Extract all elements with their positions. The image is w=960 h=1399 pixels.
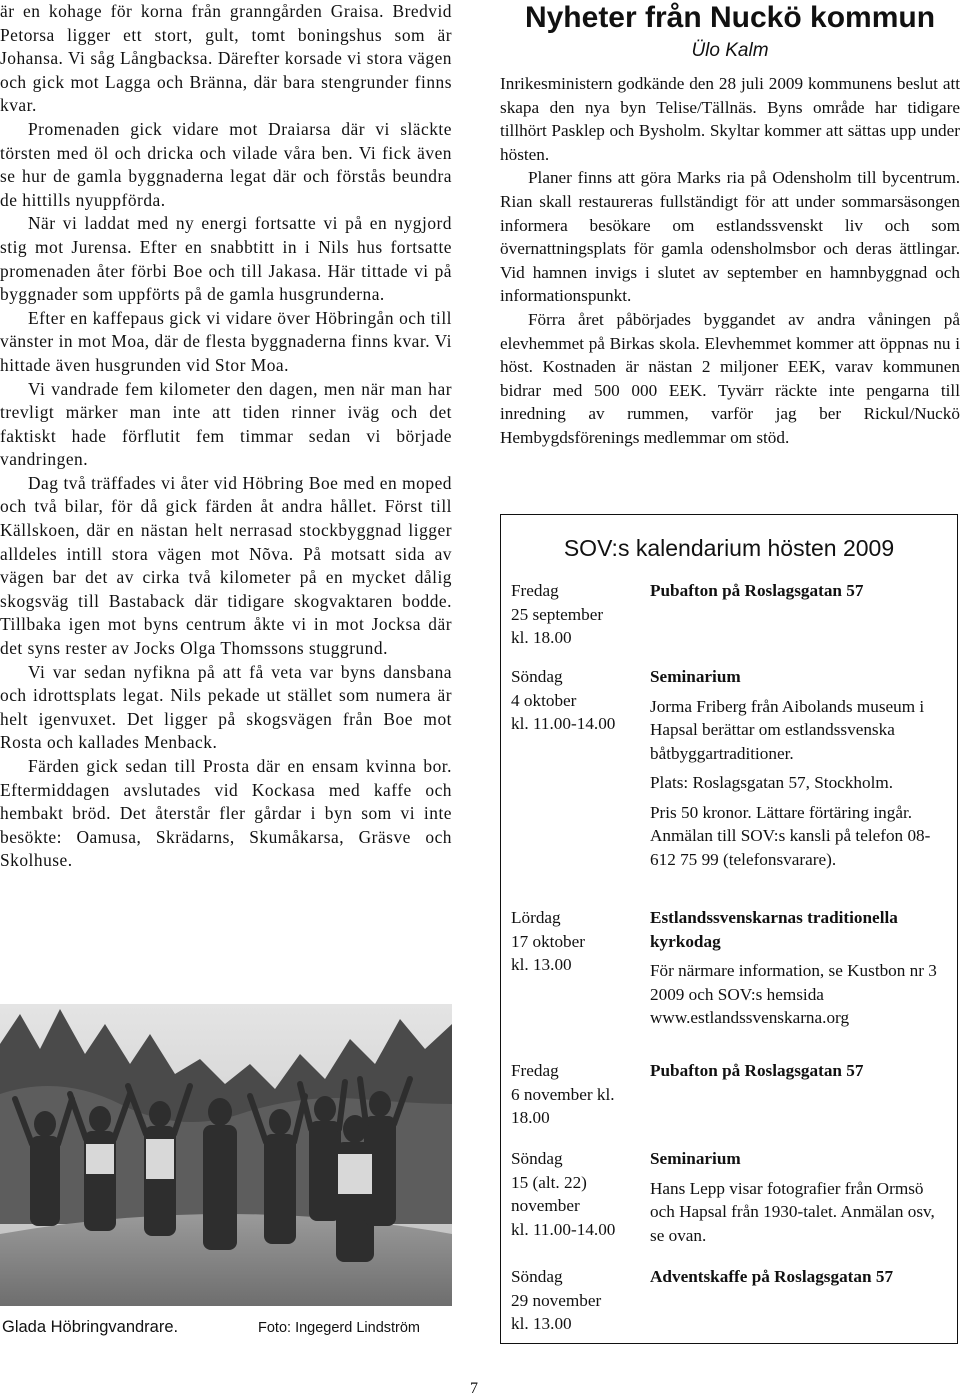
event-date <box>511 906 641 977</box>
page-number: 7 <box>470 1380 478 1397</box>
event-body <box>650 1265 950 1289</box>
event-date-line: Fredag <box>511 1061 559 1080</box>
event-date-line: kl. 11.00-14.00 <box>511 1219 616 1239</box>
event-date-line: Fredag <box>511 581 559 600</box>
event-date-line: Söndag <box>511 667 563 686</box>
event-date <box>511 1265 641 1336</box>
event-date-line: 15 (alt. 22) <box>511 1172 587 1192</box>
news-author: Ülo Kalm <box>691 40 769 61</box>
group-photo <box>0 1004 452 1306</box>
left-article <box>0 0 452 873</box>
news-title: Nyheter från Nuckö kommun <box>524 1 936 34</box>
left-paragraph: Promenaden gick vidare mot Draiarsa där vi släckte törsten med öl och dricka och vilade våra ben. Vi fick även se hur de gamla byggnaderna legat där och förstås beundra de hittills nyuppförda. <box>0 118 452 210</box>
left-paragraph: Vi var sedan nyfikna på att få veta var byns dansbana och idrottsplats legat. Nils pekade ut stället som numera är helt igenvuxet. Det ligger på skogsvägen från Boe mot Rosta och kallades Menback. <box>0 661 452 753</box>
event-body <box>650 665 950 871</box>
event-date <box>511 579 641 650</box>
event-date <box>511 1147 641 1241</box>
event-detail: Hans Lepp visar fotografier från Ormsö och Hapsal från 1930-talet. Anmälan osv, se ovan. <box>650 1178 935 1245</box>
event-date-line: kl. 18.00 <box>511 628 572 647</box>
left-paragraph: Vi vandrade fem kilometer den dagen, men när man har trevligt märker man inte att tiden rinner iväg och det faktiskt hade förflutit fem timmar sedan vi började vandringen. <box>0 378 452 470</box>
event-detail: Anmälan till SOV:s kansli på telefon 08-612 75 99 (telefonsvararе). <box>650 826 931 869</box>
event-date-line: 25 september <box>511 604 604 624</box>
left-paragraph: När vi laddat med ny energi fortsatte vi på en nygjord stig mot Jurensa. Efter en snabbtitt in i Nils hus fortsatte promenaden åter förbi Boe och till Jakasa. Här tittade vi på byggnader som uppförts på de gamla husgrunderna. <box>0 213 452 305</box>
calendar-title: SOV:s kalendarium hösten 2009 <box>563 535 895 561</box>
left-paragraph: Dag två träffades vi åter vid Höbring Boe med en moped och två bilar, för då gick färden åt andra hållet. Först till Källskoen, där en nästan helt nerrasad stockbyggnad ligger alldeles intill stora vägen mot Nõva. På motsatt sida av vägen bar det av cirka två kilometer på en mycket dålig skogsväg till Bastaback där tidigare skogvaktaren bodde. Tillbaka igen mot byns centrum åkte vi in mot Jocksa där det syns rester av Jocks Olga Thomssons stuggrund. <box>0 472 452 659</box>
event-title: Estlandssvenskarnas traditionella kyrkodag <box>650 908 898 951</box>
event-date <box>511 1059 641 1130</box>
left-paragraph: är en kohage för korna från granngården Graisa. Bredvid Petorsa ligger ett stort, gult, tomt boningshus som är Johansa. Vi såg Långbacksa. Därefter korsade vi stora vägen och gick mot Lagga och Bränna, där bara stengrunder finns kvar. <box>0 1 452 116</box>
left-paragraph: Efter en kaffepaus gick vi vidare över Höbringån och till vänster in mot Moa, där de flesta byggnaderna finns kvar. Vi hittade även husgrunden vid Stor Moa. <box>0 307 452 375</box>
news-paragraph: Förra året påbörjades byggandet av andra våningen på elevhemmet på Birkas skola. Elevhemmet kommer att öppnas nu i höst. Kostnaden är nästan 2 miljoner EEK, varav kommunen bidrar med 500 000 EEK. Tyvärr räckte inte pengarna till inredning av rummen, varför jag ber Rickul/Nuckö Hembygdsförenings medlemmar om stöd. <box>500 309 960 447</box>
calendar-box <box>500 514 958 1344</box>
event-date-line: Lördag <box>511 908 561 927</box>
event-body <box>650 1059 950 1083</box>
news-paragraph: Planer finns att göra Marks ria på Odensholm till bycentrum. Rian skall restaureras fullständigt för att under sommarsäsongen informera besökare om estlandssvenskt liv och som övernattningsplats för gamla odensholmsbor och deras ättlingar. Vid hamnen invigs i slutet av september en hamnbyggnad och informationspunkt. <box>500 168 960 306</box>
event-title: Adventskaffe på Roslagsgatan 57 <box>650 1267 894 1286</box>
event-date-line: november <box>511 1196 580 1215</box>
event-date-line: kl. 13.00 <box>511 1314 572 1333</box>
event-detail: Plats: Roslagsgatan 57, Stockholm. <box>650 773 894 792</box>
event-title: Pubafton på Roslagsgatan 57 <box>650 1061 864 1080</box>
group-photo-image <box>0 1004 452 1306</box>
event-date-line: Söndag <box>511 1267 563 1286</box>
event-detail: Jorma Friberg från Aibolands museum i Hapsal berättar om estlandssvenska båtbyggartraditioner. <box>650 696 925 763</box>
event-title: Pubafton på Roslagsgatan 57 <box>650 581 864 600</box>
event-body <box>650 906 950 1030</box>
event-date-line: Söndag <box>511 1149 563 1168</box>
news-paragraph: Inrikesministern godkände den 28 juli 2009 kommunens beslut att skapa den nya byn Telise/Tällnäs. Byns område har tidigare tillhört Pasklep och Bysholm. Skyltar kommer att sättas upp under hösten. <box>500 74 960 164</box>
event-date-line: kl. 11.00-14.00 <box>511 714 616 733</box>
news-article <box>500 0 960 450</box>
event-date-line: 4 oktober <box>511 690 577 710</box>
event-date-line: 17 oktober <box>511 931 585 951</box>
event-title: Seminarium <box>650 667 741 686</box>
photo-credit: Foto: Ingegerd Lindström <box>258 1320 421 1336</box>
event-detail: För närmare information, se Kustbon nr 3 2009 och SOV:s hemsida www.estlandssvenskarna.org <box>650 961 937 1027</box>
left-paragraph: Färden gick sedan till Prosta där en ensam kvinna bor. Eftermiddagen avslutades vid Kockasa med kaffe och hembakt bröd. Det återstår fler gårdar i byn som vi inte besökte: Oamusa, Skrädarns, Skumåkarsa, Gräsve och Skolhuse. <box>0 756 452 871</box>
event-date-line: 18.00 <box>511 1108 550 1127</box>
event-body <box>650 579 950 603</box>
event-date-line: 6 november kl. <box>511 1084 615 1104</box>
photo-caption: Glada Höbringvandrare. <box>2 1318 179 1336</box>
event-date <box>511 665 641 736</box>
event-date-line: kl. 13.00 <box>511 955 572 974</box>
event-date-line: 29 november <box>511 1290 602 1310</box>
event-body <box>650 1147 950 1247</box>
event-title: Seminarium <box>650 1149 741 1168</box>
event-detail: Pris 50 kronor. Lättare förtäring ingår. <box>650 802 913 822</box>
